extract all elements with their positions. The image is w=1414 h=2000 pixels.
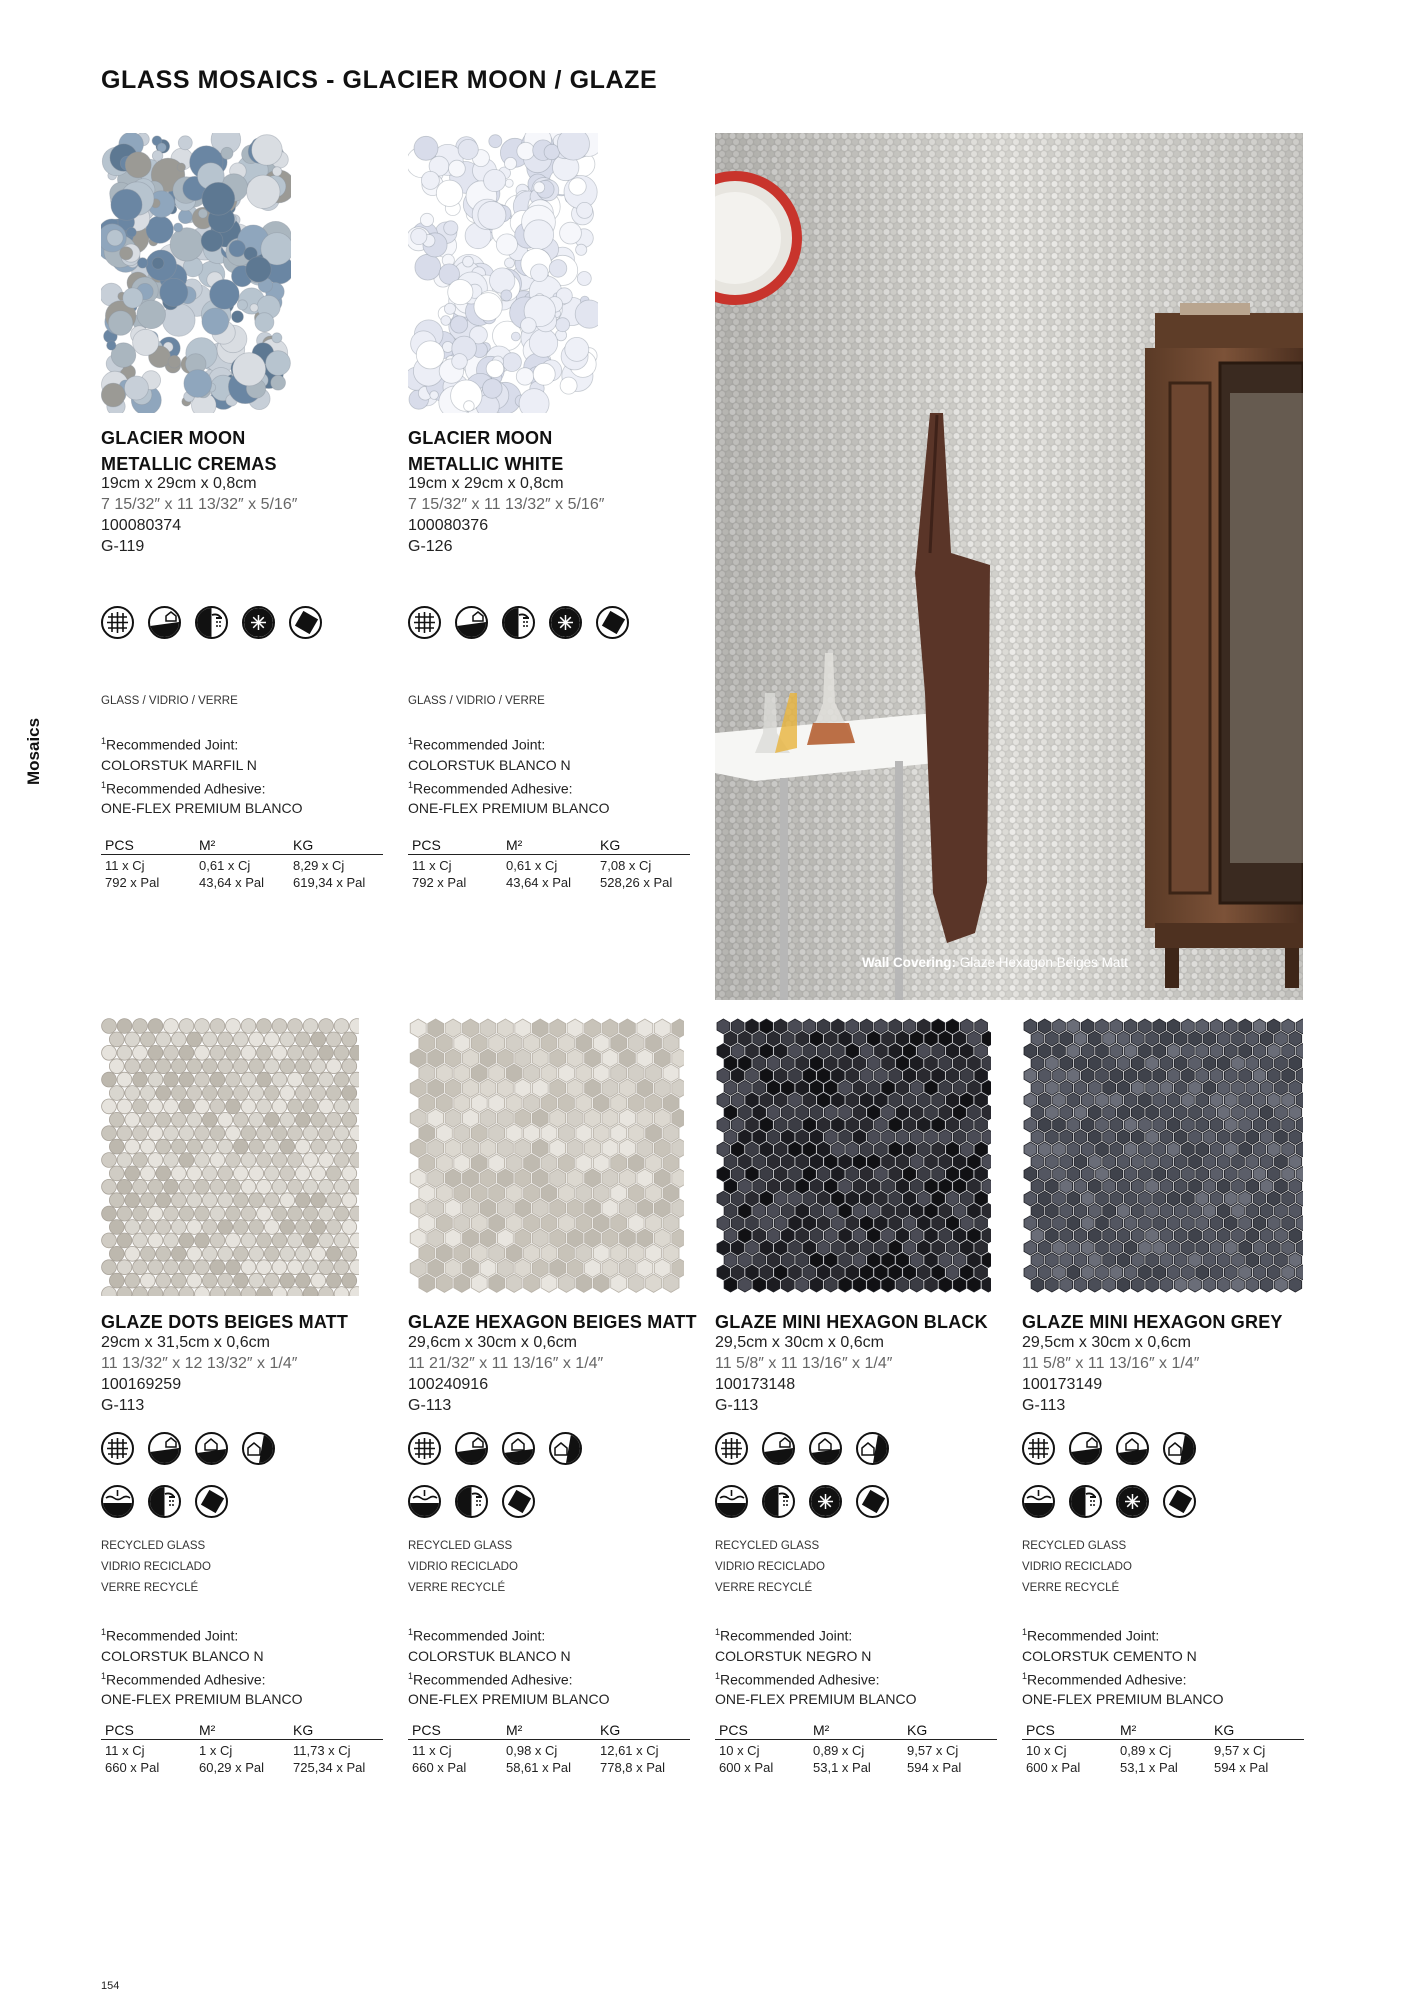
packaging-table: [1022, 1722, 1304, 1776]
kg-pallet: 594 x Pal: [907, 1760, 962, 1775]
material-line: VIDRIO RECICLADO: [408, 1561, 518, 1573]
wall-exterior-icon: [856, 1432, 889, 1465]
usage-icons-row1: [1022, 1432, 1196, 1465]
m2-pallet: 53,1 x Pal: [813, 1760, 871, 1775]
joint-label: Recommended Joint:: [106, 736, 239, 753]
header-pcs: PCS: [719, 1722, 748, 1738]
joint-label-row: $^1$Recommended Joint:: [715, 1627, 853, 1644]
adhesive-label-row: $^1$Recommended Adhesive:: [408, 779, 573, 797]
product-specs: [1022, 1332, 1199, 1416]
recommendations: [101, 731, 302, 818]
adhesive-value: ONE-FLEX PREMIUM BLANCO: [715, 1691, 917, 1708]
m2-pallet: 60,29 x Pal: [199, 1760, 265, 1775]
product-ref: G-113: [715, 1397, 759, 1414]
material-line: VERRE RECYCLÉ: [1022, 1582, 1120, 1594]
pcs-pallet: 600 x Pal: [1026, 1760, 1081, 1775]
pcs-box: 11 x Cj: [412, 1743, 452, 1758]
shower-icon: [455, 1485, 488, 1518]
size-cm: 29cm x 31,5cm x 0,6cm: [101, 1334, 270, 1351]
packaging-header: [408, 837, 690, 855]
header-kg: KG: [293, 837, 314, 853]
size-cm: 29,6cm x 30cm x 0,6cm: [408, 1334, 577, 1351]
packaging-header: [101, 837, 383, 855]
floor-interior-icon: [148, 1432, 181, 1465]
product-ref: G-126: [408, 538, 453, 555]
packaging-table: [408, 1722, 690, 1776]
header-m2: M²: [199, 837, 216, 853]
floor-exterior-icon: [502, 1432, 535, 1465]
m2-box: 0,61 x Cj: [506, 858, 558, 873]
mesh-icon: [1022, 1432, 1055, 1465]
joint-label: Recommended Joint:: [1027, 1627, 1160, 1644]
adhesive-label: Recommended Adhesive:: [413, 780, 573, 797]
product-specs: [101, 473, 297, 557]
joint-label-row: $^1$Recommended Joint:: [101, 736, 239, 753]
usage-icons-row1: [715, 1432, 889, 1465]
joint-label-row: $^1$Recommended Joint:: [408, 736, 546, 753]
header-kg: KG: [600, 837, 621, 853]
joint-value: COLORSTUK MARFIL N: [101, 756, 257, 773]
packaging-row-box: [715, 1742, 997, 1759]
packaging-header: [408, 1722, 690, 1740]
kg-box: 9,57 x Cj: [907, 1743, 959, 1758]
wooden-cabinet: [1145, 303, 1303, 988]
usage-icons-row2: [715, 1485, 889, 1518]
product-name-line1: GLACIER MOON: [101, 428, 246, 448]
photo-caption-text: Glaze Hexagon Beiges Matt: [959, 955, 1128, 970]
packaging-row-box: [101, 1742, 383, 1759]
header-m2: M²: [506, 1722, 523, 1738]
packaging-row-pallet: [101, 1759, 383, 1776]
packaging-row-box: [408, 1742, 690, 1759]
pcs-box: 11 x Cj: [412, 858, 452, 873]
pcs-pallet: 792 x Pal: [105, 875, 160, 890]
kg-box: 12,61 x Cj: [600, 1743, 659, 1758]
header-pcs: PCS: [1026, 1722, 1055, 1738]
header-kg: KG: [907, 1722, 928, 1738]
product-name: GLAZE MINI HEXAGON GREY: [1022, 1312, 1283, 1332]
size-cm: 19cm x 29cm x 0,8cm: [101, 475, 257, 492]
photo-caption: [862, 955, 1128, 970]
page-title: GLASS MOSAICS - GLACIER MOON / GLAZE: [101, 66, 658, 94]
packaging-table: [408, 837, 690, 891]
product-swatch-image: [101, 133, 291, 413]
mesh-icon: [408, 606, 441, 639]
pool-icon: [715, 1485, 748, 1518]
m2-box: 0,89 x Cj: [813, 1743, 865, 1758]
material-info: [101, 691, 238, 712]
packaging-header: [1022, 1722, 1304, 1740]
packaging-row-pallet: [408, 874, 690, 891]
usage-icons-row2: [408, 1485, 535, 1518]
wall-tile-icon: [596, 606, 629, 639]
wall-clock: [715, 176, 797, 300]
adhesive-value: ONE-FLEX PREMIUM BLANCO: [408, 800, 610, 817]
floor-exterior-icon: [195, 1432, 228, 1465]
product-swatch-image: [408, 133, 598, 413]
m2-box: 0,98 x Cj: [506, 1743, 558, 1758]
product-ref: G-113: [1022, 1397, 1066, 1414]
joint-label-row: $^1$Recommended Joint:: [408, 1627, 546, 1644]
m2-box: 0,89 x Cj: [1120, 1743, 1172, 1758]
m2-pallet: 43,64 x Pal: [506, 875, 572, 890]
header-pcs: PCS: [412, 1722, 441, 1738]
shower-icon: [1069, 1485, 1102, 1518]
joint-label: Recommended Joint:: [106, 1627, 239, 1644]
packaging-table: [715, 1722, 997, 1776]
product-name-line1: GLACIER MOON: [408, 428, 553, 448]
adhesive-value: ONE-FLEX PREMIUM BLANCO: [408, 1691, 610, 1708]
mesh-icon: [101, 606, 134, 639]
m2-pallet: 58,61 x Pal: [506, 1760, 572, 1775]
header-kg: KG: [293, 1722, 314, 1738]
adhesive-label-row: $^1$Recommended Adhesive:: [715, 1670, 880, 1688]
packaging-row-pallet: [1022, 1759, 1304, 1776]
adhesive-label: Recommended Adhesive:: [720, 1671, 880, 1688]
product-name-line2: METALLIC WHITE: [408, 454, 564, 474]
recommendations: [715, 1622, 916, 1709]
header-m2: M²: [199, 1722, 216, 1738]
size-cm: 29,5cm x 30cm x 0,6cm: [1022, 1334, 1191, 1351]
size-inches: 11 21/32″ x 11 13/16″ x 1/4″: [408, 1355, 604, 1372]
joint-value: COLORSTUK CEMENTO N: [1022, 1647, 1197, 1664]
wall-tile-icon: [1163, 1485, 1196, 1518]
shower-icon: [195, 606, 228, 639]
packaging-table: [101, 1722, 383, 1776]
shower-icon: [148, 1485, 181, 1518]
material-line: GLASS / VIDRIO / VERRE: [101, 695, 238, 707]
pcs-pallet: 660 x Pal: [105, 1760, 160, 1775]
joint-value: COLORSTUK NEGRO N: [715, 1647, 872, 1664]
packaging-row-box: [101, 857, 383, 874]
material-line: VIDRIO RECICLADO: [101, 1561, 211, 1573]
size-cm: 19cm x 29cm x 0,8cm: [408, 475, 564, 492]
material-info: [408, 1536, 518, 1599]
size-inches: 7 15/32″ x 11 13/32″ x 5/16″: [101, 496, 298, 513]
product-swatch-image: [408, 1018, 684, 1296]
recommendations: [101, 1622, 302, 1709]
product-name: GLAZE DOTS BEIGES MATT: [101, 1312, 349, 1332]
kg-box: 9,57 x Cj: [1214, 1743, 1266, 1758]
material-line: RECYCLED GLASS: [408, 1540, 513, 1552]
frost-icon: [549, 606, 582, 639]
joint-label: Recommended Joint:: [413, 736, 546, 753]
recommendations: [408, 1622, 609, 1709]
adhesive-label-row: $^1$Recommended Adhesive:: [101, 779, 266, 797]
packaging-row-pallet: [408, 1759, 690, 1776]
header-m2: M²: [1120, 1722, 1137, 1738]
adhesive-value: ONE-FLEX PREMIUM BLANCO: [101, 800, 303, 817]
material-line: VERRE RECYCLÉ: [408, 1582, 506, 1594]
packaging-row-pallet: [101, 874, 383, 891]
packaging-row-box: [408, 857, 690, 874]
m2-pallet: 53,1 x Pal: [1120, 1760, 1178, 1775]
size-inches: 11 5/8″ x 11 13/16″ x 1/4″: [1022, 1355, 1200, 1372]
floor-exterior-icon: [809, 1432, 842, 1465]
material-line: VIDRIO RECICLADO: [715, 1561, 825, 1573]
material-line: GLASS / VIDRIO / VERRE: [408, 695, 545, 707]
kg-pallet: 528,26 x Pal: [600, 875, 673, 890]
usage-icons-row2: [1022, 1485, 1196, 1518]
product-name: GLAZE MINI HEXAGON BLACK: [715, 1312, 988, 1332]
mesh-icon: [715, 1432, 748, 1465]
product-code: 100173149: [1022, 1376, 1103, 1393]
joint-value: COLORSTUK BLANCO N: [101, 1647, 264, 1664]
adhesive-label: Recommended Adhesive:: [1027, 1671, 1187, 1688]
shower-icon: [502, 606, 535, 639]
joint-label-row: $^1$Recommended Joint:: [101, 1627, 239, 1644]
header-kg: KG: [600, 1722, 621, 1738]
pcs-pallet: 600 x Pal: [719, 1760, 774, 1775]
product-code: 100240916: [408, 1376, 489, 1393]
wall-tile-icon: [195, 1485, 228, 1518]
usage-icons: [408, 606, 629, 639]
wall-exterior-icon: [242, 1432, 275, 1465]
product-specs: [408, 1332, 603, 1416]
product-swatch-image: [1022, 1018, 1303, 1296]
adhesive-label-row: $^1$Recommended Adhesive:: [408, 1670, 573, 1688]
material-info: [101, 1536, 211, 1599]
frost-icon: [1116, 1485, 1149, 1518]
pcs-box: 10 x Cj: [719, 1743, 760, 1758]
product-name: [408, 425, 563, 477]
page-number: 154: [101, 1980, 120, 1992]
header-pcs: PCS: [105, 1722, 134, 1738]
wall-exterior-icon: [549, 1432, 582, 1465]
kg-pallet: 619,34 x Pal: [293, 875, 366, 890]
pcs-pallet: 792 x Pal: [412, 875, 467, 890]
wall-exterior-icon: [1163, 1432, 1196, 1465]
product-code: 100169259: [101, 1376, 182, 1393]
material-info: [1022, 1536, 1132, 1599]
frost-icon: [809, 1485, 842, 1518]
material-line: RECYCLED GLASS: [101, 1540, 206, 1552]
packaging-row-box: [1022, 1742, 1304, 1759]
packaging-table: [101, 837, 383, 891]
adhesive-label: Recommended Adhesive:: [106, 1671, 266, 1688]
joint-label: Recommended Joint:: [720, 1627, 853, 1644]
header-pcs: PCS: [105, 837, 134, 853]
product-name: [101, 425, 277, 477]
kg-pallet: 594 x Pal: [1214, 1760, 1269, 1775]
kg-box: 8,29 x Cj: [293, 858, 345, 873]
pool-icon: [1022, 1485, 1055, 1518]
kg-box: 11,73 x Cj: [293, 1743, 351, 1758]
packaging-header: [101, 1722, 383, 1740]
photo-caption-label: Wall Covering:: [862, 955, 957, 970]
header-kg: KG: [1214, 1722, 1235, 1738]
kg-box: 7,08 x Cj: [600, 858, 652, 873]
usage-icons-row1: [101, 1432, 275, 1465]
header-m2: M²: [506, 837, 523, 853]
packaging-row-pallet: [715, 1759, 997, 1776]
m2-pallet: 43,64 x Pal: [199, 875, 265, 890]
product-code: 100080374: [101, 517, 182, 534]
material-info: [715, 1536, 825, 1599]
m2-box: 0,61 x Cj: [199, 858, 251, 873]
product-ref: G-113: [408, 1397, 452, 1414]
wall-tile-icon: [856, 1485, 889, 1518]
header-pcs: PCS: [412, 837, 441, 853]
pool-icon: [101, 1485, 134, 1518]
size-cm: 29,5cm x 30cm x 0,6cm: [715, 1334, 884, 1351]
floor-interior-icon: [762, 1432, 795, 1465]
size-inches: 11 5/8″ x 11 13/16″ x 1/4″: [715, 1355, 893, 1372]
header-m2: M²: [813, 1722, 830, 1738]
m2-box: 1 x Cj: [199, 1743, 233, 1758]
room-illustration: [715, 133, 1303, 1000]
material-line: VERRE RECYCLÉ: [715, 1582, 813, 1594]
usage-icons: [101, 606, 322, 639]
product-ref: G-119: [101, 538, 145, 555]
product-name-line2: METALLIC CREMAS: [101, 454, 277, 474]
adhesive-value: ONE-FLEX PREMIUM BLANCO: [101, 1691, 303, 1708]
kg-pallet: 778,8 x Pal: [600, 1760, 666, 1775]
usage-icons-row2: [101, 1485, 228, 1518]
product-code: 100080376: [408, 517, 489, 534]
product-specs: [408, 473, 604, 557]
adhesive-label-row: $^1$Recommended Adhesive:: [1022, 1670, 1187, 1688]
adhesive-label: Recommended Adhesive:: [106, 780, 266, 797]
wall-tile-icon: [502, 1485, 535, 1518]
mesh-icon: [101, 1432, 134, 1465]
kg-pallet: 725,34 x Pal: [293, 1760, 366, 1775]
shower-icon: [762, 1485, 795, 1518]
pcs-box: 10 x Cj: [1026, 1743, 1067, 1758]
room-photo: [715, 133, 1303, 1000]
product-name: GLAZE HEXAGON BEIGES MATT: [408, 1312, 697, 1332]
adhesive-value: ONE-FLEX PREMIUM BLANCO: [1022, 1691, 1224, 1708]
recommendations: [1022, 1622, 1223, 1709]
joint-label: Recommended Joint:: [413, 1627, 546, 1644]
material-line: VIDRIO RECICLADO: [1022, 1561, 1132, 1573]
joint-value: COLORSTUK BLANCO N: [408, 756, 571, 773]
size-inches: 11 13/32″ x 12 13/32″ x 1/4″: [101, 1355, 298, 1372]
adhesive-label-row: $^1$Recommended Adhesive:: [101, 1670, 266, 1688]
material-line: RECYCLED GLASS: [715, 1540, 820, 1552]
pcs-box: 11 x Cj: [105, 858, 145, 873]
recommendations: [408, 731, 609, 818]
product-swatch-image: [715, 1018, 991, 1296]
floor-interior-icon: [455, 606, 488, 639]
pcs-box: 11 x Cj: [105, 1743, 145, 1758]
product-ref: G-113: [101, 1397, 145, 1414]
floor-interior-icon: [1069, 1432, 1102, 1465]
adhesive-label: Recommended Adhesive:: [413, 1671, 573, 1688]
material-info: [408, 691, 545, 712]
product-swatch-image: [101, 1018, 359, 1296]
frost-icon: [242, 606, 275, 639]
floor-exterior-icon: [1116, 1432, 1149, 1465]
pool-icon: [408, 1485, 441, 1518]
pcs-pallet: 660 x Pal: [412, 1760, 467, 1775]
section-side-label: Mosaics: [24, 717, 43, 785]
size-inches: 7 15/32″ x 11 13/32″ x 5/16″: [408, 496, 605, 513]
wall-tile-icon: [289, 606, 322, 639]
floor-interior-icon: [148, 606, 181, 639]
mesh-icon: [408, 1432, 441, 1465]
joint-value: COLORSTUK BLANCO N: [408, 1647, 571, 1664]
product-specs: [101, 1332, 297, 1416]
material-line: VERRE RECYCLÉ: [101, 1582, 199, 1594]
material-line: RECYCLED GLASS: [1022, 1540, 1127, 1552]
joint-label-row: $^1$Recommended Joint:: [1022, 1627, 1160, 1644]
packaging-header: [715, 1722, 997, 1740]
product-code: 100173148: [715, 1376, 796, 1393]
product-specs: [715, 1332, 892, 1416]
usage-icons-row1: [408, 1432, 582, 1465]
floor-interior-icon: [455, 1432, 488, 1465]
